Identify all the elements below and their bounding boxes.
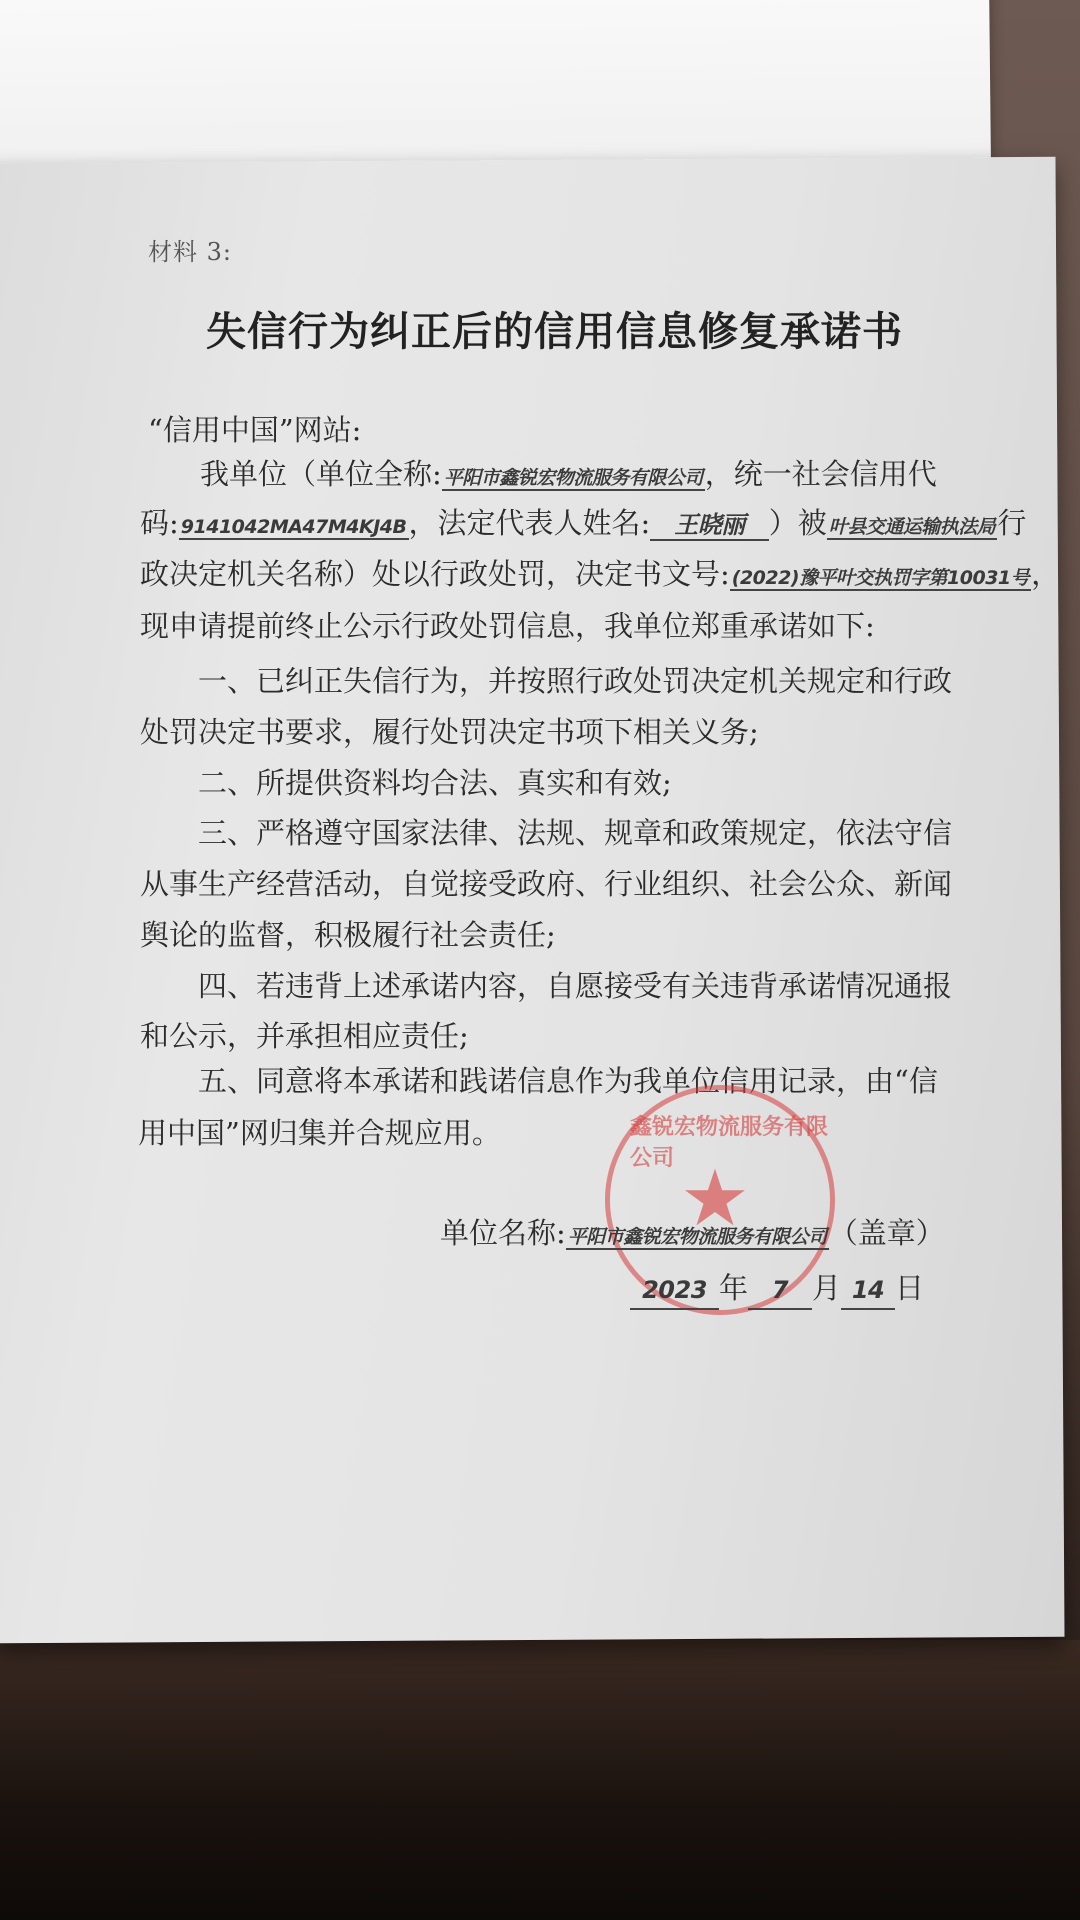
month-label: 月	[812, 1271, 842, 1305]
salutation: “信用中国”网站:	[148, 413, 362, 447]
company-name-handwritten: 平阳市鑫锐宏物流服务有限公司	[443, 467, 703, 489]
para1-l3-suffix: ，	[1031, 557, 1061, 591]
item5-line2: 用中国”网归集并合规应用。	[138, 1116, 501, 1150]
seal-star-icon: ★	[680, 1154, 750, 1244]
item4-line1: 四、若违背上述承诺内容，自愿接受有关违背承诺情况通报	[198, 969, 953, 1003]
seal-text: 鑫锐宏物流服务有限公司	[630, 1114, 829, 1171]
date-month-handwritten: 7	[748, 1272, 812, 1310]
material-label: 材料 3:	[148, 238, 232, 266]
decision-number-handwritten: (2022)豫平叶交执罚字第10031号	[731, 567, 1030, 589]
item1-line2: 处罚决定书要求，履行处罚决定书项下相关义务;	[140, 715, 759, 749]
para1-line1	[200, 456, 937, 496]
signature-unit-line	[440, 1215, 945, 1255]
para1-line3	[140, 556, 1060, 596]
para1-l3-prefix: 政决定机关名称）处以行政处罚，决定书文号:	[140, 557, 730, 591]
document-title: 失信行为纠正后的信用信息修复承诺书	[206, 308, 903, 355]
para1-l1-suffix: ，统一社会信用代	[704, 457, 937, 491]
date-year-handwritten: 2023	[630, 1272, 719, 1310]
para1-l2-mid: ，法定代表人姓名:	[408, 506, 651, 540]
item3-line1: 三、严格遵守国家法律、法规、规章和政策规定，依法守信	[198, 816, 953, 850]
para1-l2-prefix: 码:	[140, 506, 179, 540]
seal-note: （盖章）	[828, 1216, 945, 1250]
item1-line1: 一、已纠正失信行为，并按照行政处罚决定机关规定和行政	[198, 664, 953, 698]
unit-name-handwritten: 平阳市鑫锐宏物流服务有限公司	[567, 1226, 827, 1248]
item5-line1: 五、同意将本承诺和践诺信息作为我单位信用记录，由“信	[198, 1064, 938, 1098]
signature-date-line	[630, 1270, 924, 1310]
para1-l2-mid2: ）被	[768, 506, 827, 540]
authority-handwritten: 叶县交通运输执法局	[828, 516, 996, 538]
credit-code-handwritten: 9141042MA47M4KJ4B	[180, 516, 407, 538]
date-day-handwritten: 14	[841, 1272, 895, 1310]
year-label: 年	[719, 1271, 749, 1305]
para1-l1-prefix: 我单位（单位全称:	[200, 457, 442, 491]
unit-label: 单位名称:	[440, 1216, 566, 1250]
item3-line3: 舆论的监督，积极履行社会责任;	[140, 918, 556, 952]
para1-l2-suffix: 行	[997, 506, 1027, 540]
legal-rep-handwritten: 王晓丽	[650, 511, 769, 541]
day-label: 日	[895, 1271, 925, 1305]
para1-line2	[140, 505, 1026, 545]
item3-line2: 从事生产经营活动，自觉接受政府、行业组织、社会公众、新闻	[140, 867, 953, 901]
para1-line4: 现申请提前终止公示行政处罚信息，我单位郑重承诺如下:	[140, 609, 875, 643]
item2-line1: 二、所提供资料均合法、真实和有效;	[198, 766, 672, 800]
item4-line2: 和公示，并承担相应责任;	[140, 1019, 469, 1053]
